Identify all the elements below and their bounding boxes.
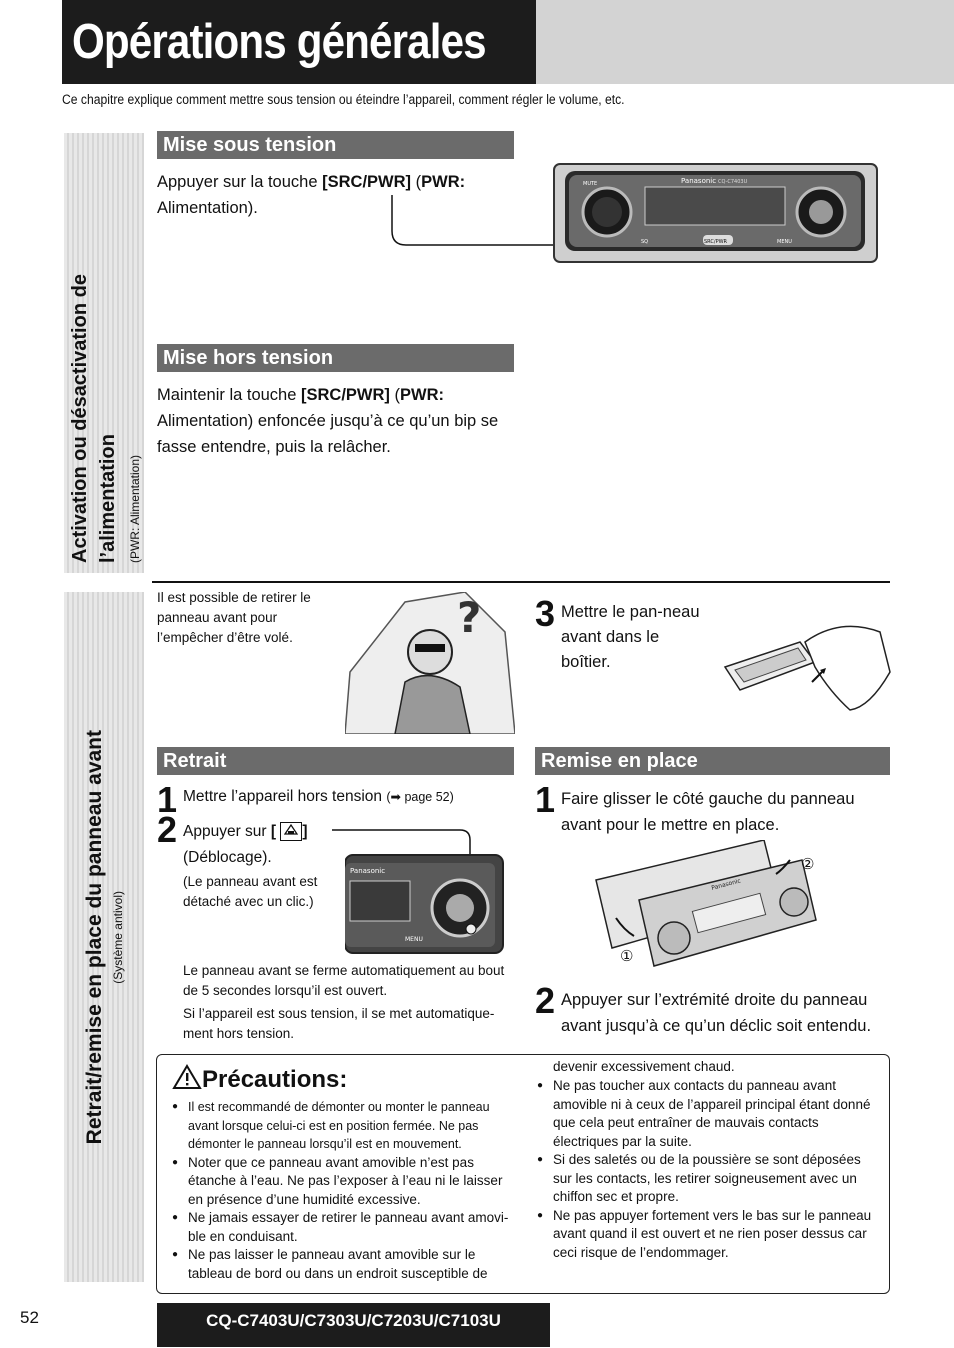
page-number: 52 [20,1308,39,1327]
precaution-item: ● Il est recommandé de démonter ou monter le panneau avant lorsque celui-ci est en position fermée. Ne pas démonter le panneau lorsqu’il est en mouvement. [172,1098,512,1154]
svg-text:MUTE: MUTE [583,181,598,187]
section2-side-sub: (Système antivol) [111,890,125,984]
removal-step1-text: Mettre l’appareil hors tension (➡ page 52) [183,788,454,805]
removal-note2: Si l’appareil est sous tension, il se met automatique-ment hors tension. [183,1006,495,1041]
faceplate-closeup-illustration [345,853,505,955]
removal-note1: Le panneau avant se ferme automatiquement au bout de 5 secondes lorsqu’il est ouvert. [183,963,505,998]
section1-side-label [64,133,144,573]
reinstall-step1-number: 1 [535,779,556,820]
src-pwr-button: SRC/PWR [704,239,728,245]
model-footer: CQ-C7403U/C7303U/C7203U/C7103U [157,1303,550,1347]
precautions-left-list [172,1098,512,1283]
reinstall-step1-text: Faire glisser le côté gauche du panneau avant pour le mettre en place. [561,790,855,834]
section1-side-title: Activation ou désactivation de l’alimentation [69,274,119,563]
svg-text:Panasonic: Panasonic [710,877,742,892]
svg-text:?: ? [457,593,482,642]
reinstall-heading: Remise en place [535,747,890,775]
marker-1: ① [620,948,634,965]
intro-text: Ce chapitre explique comment mettre sous tension ou éteindre l’appareil, comment régler le volume, etc. [62,92,625,107]
svg-text:SQ: SQ [641,239,649,245]
section2-side-label [64,592,144,1282]
section2-side-title: Retrait/remise en place du panneau avant [83,729,106,1145]
marker-2: ② [801,856,815,873]
brand-label: Panasonic [681,177,717,185]
removal-heading: Retrait [157,747,514,775]
precaution-item: ● Ne pas toucher aux contacts du panneau avant amovible ni à ceux de l’appareil principal étant donné que cela peut entraîner de mauvais contacts électriques par la suite. [537,1077,883,1151]
step3-number: 3 [535,593,556,634]
power-off-heading: Mise hors tension [157,344,514,372]
warning-icon [172,1064,202,1097]
power-on-heading: Mise sous tension [157,131,514,159]
precautions-continued: devenir excessivement chaud. [553,1059,735,1074]
svg-text:MENU: MENU [405,936,423,943]
removal-step2-note: (Le panneau avant est détaché avec un clic.) [183,874,318,909]
svg-text:CQ-C7403U: CQ-C7403U [718,179,748,185]
reinstall-step2-number: 2 [535,980,556,1021]
svg-text:Panasonic: Panasonic [350,867,386,875]
reinstall-step2-text: Appuyer sur l’extrémité droite du panneau avant jusqu’à ce qu’un déclic soit entendu. [561,991,872,1035]
section1-side-sub: (PWR: Alimentation) [128,454,142,563]
removal-step2-text: Appuyer sur [ ] (Déblocage). [183,823,308,866]
svg-text:MENU: MENU [777,239,792,245]
head-unit-illustration [553,163,878,263]
precaution-item: ● Ne jamais essayer de retirer le panneau avant amovi-ble en conduisant. [172,1209,512,1246]
precaution-item: ● Ne pas laisser le panneau avant amovible sur le tableau de bord ou dans un endroit susceptible de [172,1246,512,1283]
page-title: Opérations générales [72,15,486,69]
precaution-item: ● Noter que ce panneau avant amovible n’est pas étanche à l’eau. Ne pas l’exposer à l’eau ni le laisser en présence d’une humidité excessive. [172,1154,512,1210]
removal-step1-number: 1 [157,779,178,820]
release-icon [280,822,302,841]
power-off-text: Maintenir la touche [SRC/PWR] (PWR: Alimentation) enfoncée jusqu’à ce qu’un bip se fasse entendre, puis la relâcher. [157,386,499,456]
precautions-title: Précautions: [172,1064,347,1097]
theft-note: Il est possible de retirer le panneau avant pour l’empêcher d’être volé. [157,590,311,645]
thief-illustration [345,592,515,734]
precaution-item: ● Ne pas appuyer fortement vers le bas sur le panneau avant quand il est ouvert et ne rien poser dessus car ceci risque de l’endommager. [537,1207,883,1263]
precaution-item: ● Si des saletés ou de la poussière se sont déposées sur les contacts, les retirer soigneusement avec un chiffon sec et propre. [537,1151,883,1207]
precautions-right-list [537,1077,883,1262]
removal-step2-number: 2 [157,809,178,850]
panel-case-illustration [720,612,892,712]
section-divider [152,581,890,583]
step3-text: Mettre le pan-neau avant dans le boîtier. [561,603,700,671]
power-on-text: Appuyer sur la touche [SRC/PWR] (PWR: Alimentation). [157,173,466,217]
title-bar-accent [536,0,954,84]
